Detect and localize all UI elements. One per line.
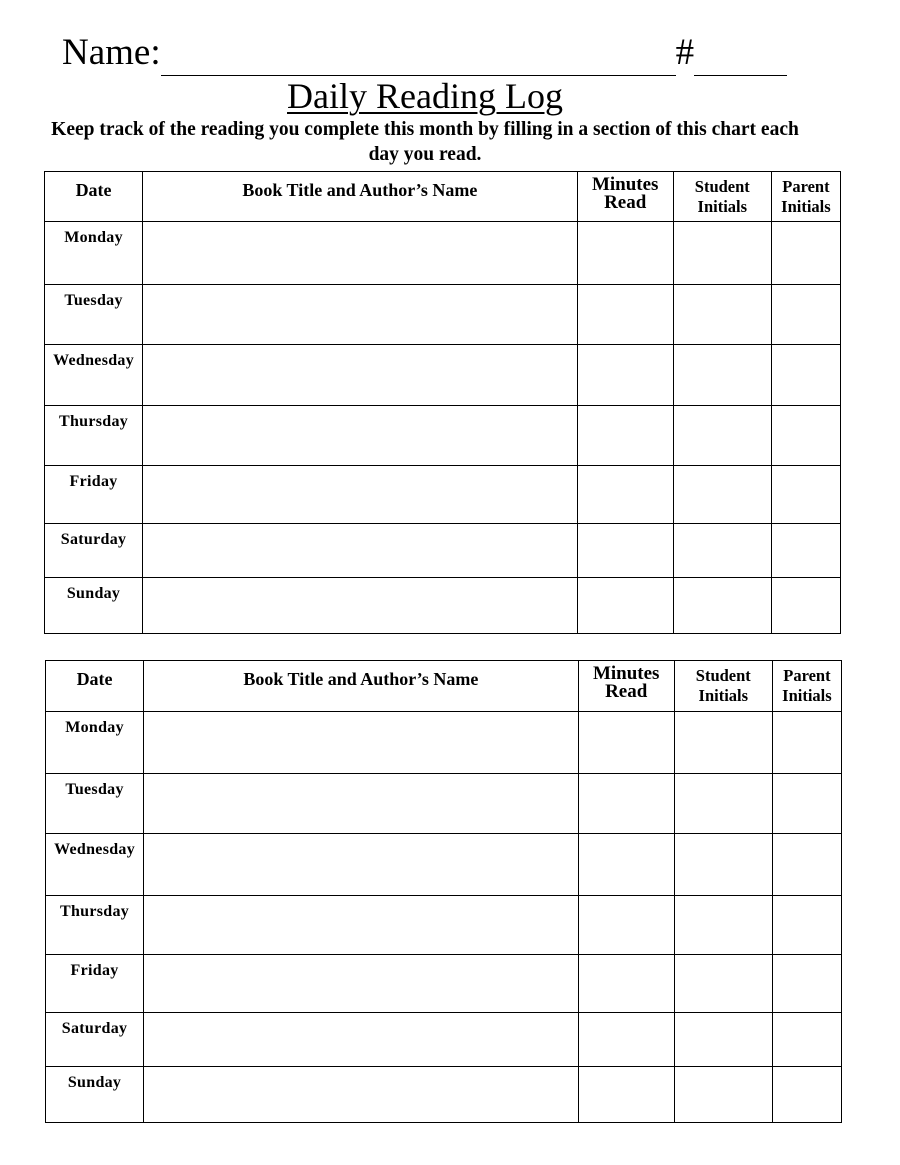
- read-label: Read: [604, 192, 647, 213]
- table-row: [45, 578, 841, 634]
- day-label: Sunday: [46, 1067, 144, 1123]
- name-field[interactable]: [161, 35, 676, 76]
- table-row: [46, 774, 842, 834]
- minutes-cell[interactable]: [578, 712, 674, 774]
- student-initials-cell[interactable]: [673, 524, 771, 578]
- minutes-label: Minutes: [591, 174, 659, 195]
- book-title-cell[interactable]: [143, 285, 578, 345]
- parent-initials-cell[interactable]: [772, 1067, 841, 1123]
- minutes-cell[interactable]: [577, 222, 673, 285]
- minutes-cell[interactable]: [577, 406, 673, 466]
- book-title-cell[interactable]: [143, 524, 578, 578]
- minutes-cell[interactable]: [577, 524, 673, 578]
- table-row: [46, 834, 842, 896]
- book-title-cell[interactable]: [144, 1013, 579, 1067]
- table-row: [46, 896, 842, 955]
- student-initials-cell[interactable]: [673, 285, 771, 345]
- table-row: [46, 1013, 842, 1067]
- student-label: Student: [695, 666, 751, 685]
- parent-initials-cell[interactable]: [772, 774, 841, 834]
- table-row: [45, 285, 841, 345]
- day-label: Sunday: [45, 578, 143, 634]
- minutes-read-header: [577, 172, 673, 222]
- book-title-cell[interactable]: [143, 466, 578, 524]
- parent-initials-cell[interactable]: [772, 896, 841, 955]
- student-label: Student: [694, 177, 750, 196]
- minutes-cell[interactable]: [578, 1013, 674, 1067]
- book-title-cell[interactable]: [144, 774, 579, 834]
- parent-initials-cell[interactable]: [772, 712, 841, 774]
- parent-label: Parent: [783, 666, 831, 685]
- minutes-cell[interactable]: [578, 1067, 674, 1123]
- student-initials-cell[interactable]: [674, 896, 772, 955]
- parent-initials-cell[interactable]: [771, 466, 840, 524]
- student-initials-cell[interactable]: [674, 1067, 772, 1123]
- table-row: [45, 222, 841, 285]
- parent-initials-cell[interactable]: [772, 834, 841, 896]
- minutes-cell[interactable]: [578, 774, 674, 834]
- book-title-author-header: Book Title and Author’s Name: [143, 172, 578, 222]
- student-initials-header: [674, 661, 772, 712]
- table-row: [45, 466, 841, 524]
- parent-initials-header: [772, 661, 841, 712]
- minutes-cell[interactable]: [577, 345, 673, 406]
- book-title-cell[interactable]: [143, 345, 578, 406]
- parent-initials-cell[interactable]: [772, 955, 841, 1013]
- parent-initials-cell[interactable]: [771, 406, 840, 466]
- minutes-label: Minutes: [592, 663, 660, 684]
- book-title-cell[interactable]: [144, 896, 579, 955]
- minutes-cell[interactable]: [578, 896, 674, 955]
- table-row: [45, 524, 841, 578]
- table-row: [45, 345, 841, 406]
- parent-initials-cell[interactable]: [771, 285, 840, 345]
- book-title-cell[interactable]: [143, 578, 578, 634]
- day-label: Wednesday: [45, 345, 143, 406]
- header-row: [46, 661, 842, 712]
- date-header: Date: [46, 661, 144, 712]
- book-title-cell[interactable]: [144, 955, 579, 1013]
- student-initials-cell[interactable]: [673, 466, 771, 524]
- table-row: [46, 712, 842, 774]
- student-initials-header: [673, 172, 771, 222]
- name-number-line: [62, 30, 792, 76]
- day-label: Monday: [45, 222, 143, 285]
- minutes-cell[interactable]: [577, 466, 673, 524]
- minutes-cell[interactable]: [578, 834, 674, 896]
- student-initials-cell[interactable]: [673, 578, 771, 634]
- day-label: Wednesday: [46, 834, 144, 896]
- initials-label: Initials: [698, 686, 749, 705]
- parent-initials-header: [771, 172, 840, 222]
- parent-initials-cell[interactable]: [771, 578, 840, 634]
- header-row: [45, 172, 841, 222]
- day-label: Thursday: [46, 896, 144, 955]
- parent-initials-cell[interactable]: [771, 345, 840, 406]
- day-label: Saturday: [45, 524, 143, 578]
- day-label: Friday: [45, 466, 143, 524]
- reading-log-table-2: [45, 660, 842, 1123]
- initials-label: Initials: [782, 686, 832, 705]
- student-initials-cell[interactable]: [674, 834, 772, 896]
- parent-initials-cell[interactable]: [771, 222, 840, 285]
- student-initials-cell[interactable]: [673, 406, 771, 466]
- table-row: [46, 1067, 842, 1123]
- student-initials-cell[interactable]: [674, 955, 772, 1013]
- reading-log-table-1: [44, 171, 841, 634]
- page-title: Daily Reading Log: [287, 76, 563, 116]
- instructions-text: Keep track of the reading you complete this month by filling in a section of this chart each day you read.: [51, 119, 799, 165]
- book-title-cell[interactable]: [143, 406, 578, 466]
- student-initials-cell[interactable]: [674, 1013, 772, 1067]
- parent-label: Parent: [782, 177, 830, 196]
- day-label: Saturday: [46, 1013, 144, 1067]
- day-label: Thursday: [45, 406, 143, 466]
- table-row: [46, 955, 842, 1013]
- book-title-cell[interactable]: [144, 834, 579, 896]
- initials-label: Initials: [781, 197, 831, 216]
- number-field[interactable]: [694, 35, 787, 76]
- day-label: Tuesday: [46, 774, 144, 834]
- minutes-read-header: [578, 661, 674, 712]
- book-title-cell[interactable]: [143, 222, 578, 285]
- book-title-cell[interactable]: [144, 1067, 579, 1123]
- table-row: [45, 406, 841, 466]
- student-initials-cell[interactable]: [674, 712, 772, 774]
- day-label: Monday: [46, 712, 144, 774]
- student-initials-cell[interactable]: [673, 222, 771, 285]
- number-label: #: [675, 32, 695, 73]
- parent-initials-cell[interactable]: [771, 524, 840, 578]
- book-title-author-header: Book Title and Author’s Name: [144, 661, 579, 712]
- minutes-cell[interactable]: [578, 955, 674, 1013]
- read-label: Read: [605, 681, 648, 702]
- student-initials-cell[interactable]: [674, 774, 772, 834]
- date-header: Date: [45, 172, 143, 222]
- parent-initials-cell[interactable]: [772, 1013, 841, 1067]
- minutes-cell[interactable]: [577, 578, 673, 634]
- name-label: Name:: [62, 32, 161, 73]
- student-initials-cell[interactable]: [673, 345, 771, 406]
- initials-label: Initials: [697, 197, 748, 216]
- day-label: Friday: [46, 955, 144, 1013]
- book-title-cell[interactable]: [144, 712, 579, 774]
- minutes-cell[interactable]: [577, 285, 673, 345]
- day-label: Tuesday: [45, 285, 143, 345]
